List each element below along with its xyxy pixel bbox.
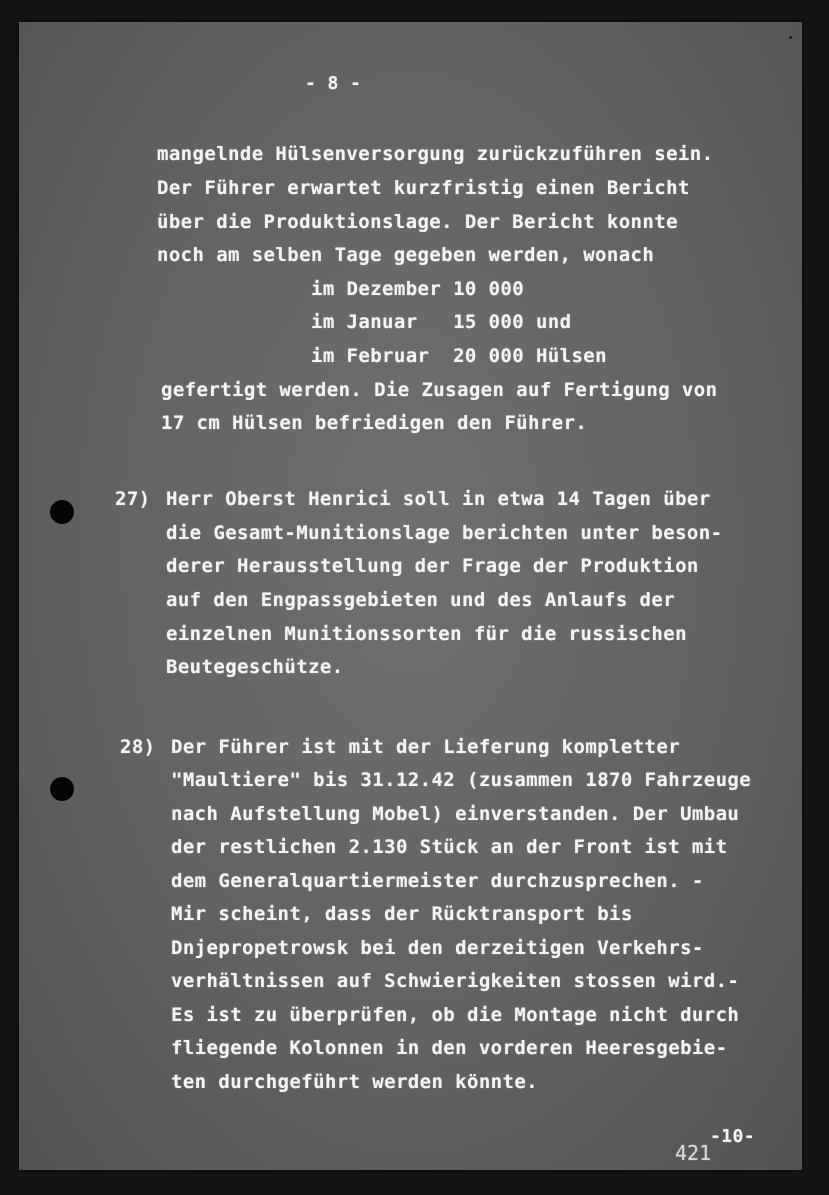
text-line: Der Führer ist mit der Lieferung kompletter	[171, 736, 681, 758]
text-line: noch am selben Tage gegeben werden, wonach	[157, 244, 655, 266]
text-line: Mir scheint, dass der Rücktransport bis	[171, 903, 633, 925]
page-number: - 8 -	[305, 73, 362, 94]
text-line: "Maultiere" bis 31.12.42 (zusammen 1870 Fahrzeuge	[171, 769, 752, 791]
text-line: dem Generalquartiermeister durchzusprechen. -	[171, 870, 704, 892]
item-number: 27)	[115, 488, 151, 510]
paper-speck	[789, 36, 792, 39]
production-figure-line: im Februar 20 000 Hülsen	[311, 345, 607, 367]
text-line: verhältnissen auf Schwierigkeiten stossen wird.-	[171, 970, 740, 992]
production-figure-line: im Dezember 10 000	[311, 278, 525, 300]
punch-hole	[50, 500, 74, 524]
text-line: der restlichen 2.130 Stück an der Front ist mit	[171, 836, 728, 858]
text-line: nach Aufstellung Mobel) einverstanden. Der Umbau	[171, 803, 740, 825]
text-line: 17 cm Hülsen befriedigen den Führer.	[161, 412, 588, 434]
punch-hole	[50, 777, 74, 801]
text-line: einzelnen Munitionssorten für die russischen	[166, 623, 687, 645]
archive-number: 421	[675, 1141, 712, 1165]
text-line: die Gesamt-Munitionslage berichten unter beson-	[166, 522, 723, 544]
text-line: Herr Oberst Henrici soll in etwa 14 Tagen über	[166, 488, 711, 510]
text-line: fliegende Kolonnen in den vorderen Heeresgebie-	[171, 1037, 728, 1059]
text-line: gefertigt werden. Die Zusagen auf Fertigung von	[161, 379, 718, 401]
text-line: über die Produktionslage. Der Bericht konnte	[157, 211, 678, 233]
text-line: mangelnde Hülsenversorgung zurückzuführen sein.	[157, 143, 714, 165]
text-line: derer Herausstellung der Frage der Produktion	[166, 555, 699, 577]
text-line: Der Führer erwartet kurzfristig einen Bericht	[157, 177, 690, 199]
text-line: ten durchgeführt werden könnte.	[171, 1071, 539, 1093]
text-line: Beutegeschütze.	[166, 656, 344, 678]
text-line: auf den Engpassgebieten und des Anlaufs der	[166, 589, 676, 611]
item-number: 28)	[120, 736, 156, 758]
production-figure-line: im Januar 15 000 und	[311, 311, 572, 333]
next-page-marker: -10-	[710, 1126, 755, 1147]
text-line: Dnjepropetrowsk bei den derzeitigen Verkehrs-	[171, 937, 704, 959]
text-line: Es ist zu überprüfen, ob die Montage nicht durch	[171, 1004, 740, 1026]
